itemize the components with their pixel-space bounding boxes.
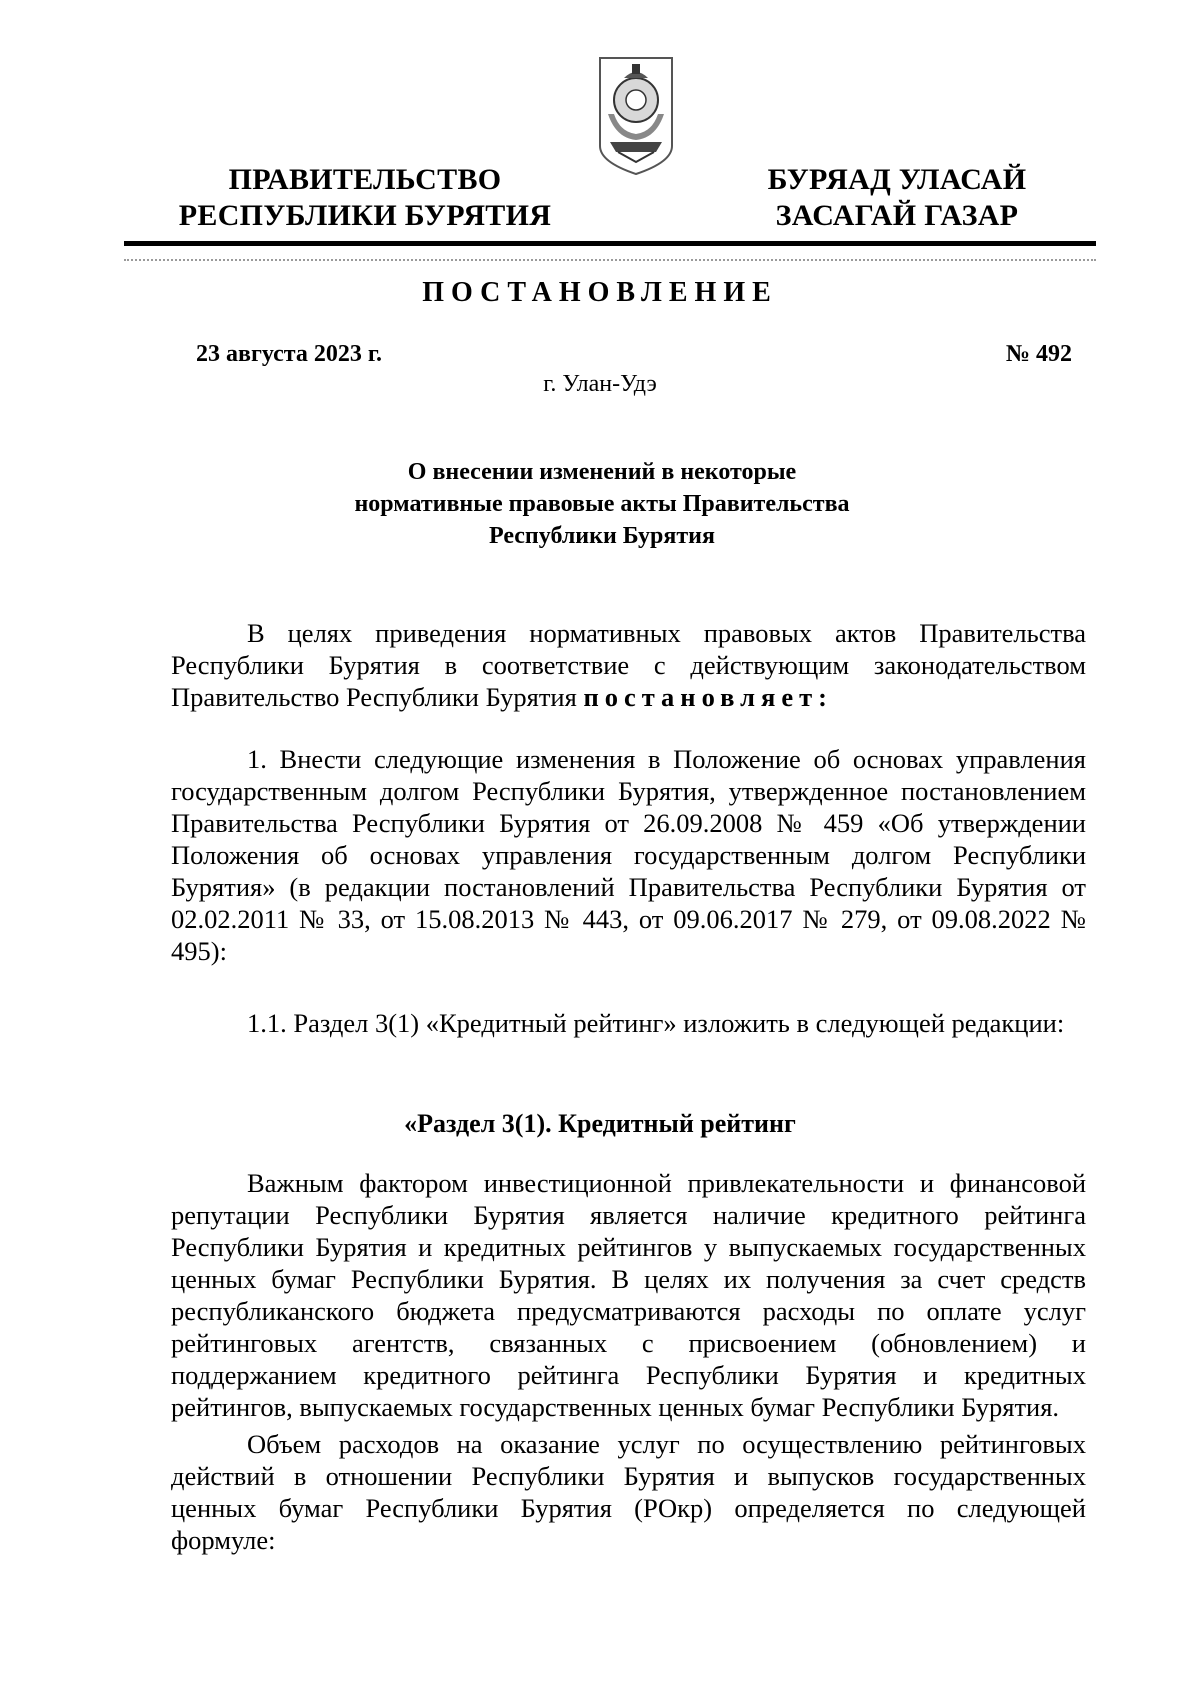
document-title xyxy=(200,456,1004,552)
section-heading: «Раздел 3(1). Кредитный рейтинг xyxy=(404,1109,796,1138)
document-city: г. Улан-Удэ xyxy=(543,371,657,397)
title-line2: нормативные правовые акты Правительства xyxy=(354,491,850,517)
document-type: ПОСТАНОВЛЕНИЕ xyxy=(422,277,778,308)
header-divider-thin xyxy=(124,259,1096,261)
government-name-russian xyxy=(155,162,575,234)
preamble-paragraph xyxy=(171,617,1086,713)
item-1-1-paragraph: 1.1. Раздел 3(1) «Кредитный рейтинг» изложить в следующей редакции: xyxy=(247,1008,1065,1038)
header-divider-thick xyxy=(124,241,1096,246)
header-right-line1: БУРЯАД УЛАСАЙ xyxy=(767,163,1027,196)
decree-keyword: постановляет: xyxy=(583,682,833,712)
header-right-line2: ЗАСАГАЙ ГАЗАР xyxy=(775,199,1019,232)
header-left-line2: РЕСПУБЛИКИ БУРЯТИЯ xyxy=(178,199,552,232)
section-paragraph-1: Важным фактором инвестиционной привлекательности и финансовой репутации Республики Бурятия является наличие кредитного рейтинга Республики Бурятия и кредитных рейтингов у выпускаемых государственных ценных бумаг Республики Бурятия. В целях их получения за счет средств республиканского бюджета предусматриваются расходы по оплате услуг рейтинговых агентств, связанных с присвоением (обновлением) и поддержанием кредитного рейтинга Республики Бурятия и кредитных рейтингов, выпускаемых государственных ценных бумаг Республики Бурятия. xyxy=(171,1168,1086,1422)
header-left-line1: ПРАВИТЕЛЬСТВО xyxy=(228,163,502,196)
preamble-text: В целях приведения нормативных правовых актов Правительства Республики Бурятия в соответствие с действующим законодательством Правительство Республики Бурятия xyxy=(171,618,1086,712)
section-paragraph-2: Объем расходов на оказание услуг по осуществлению рейтинговых действий в отношении Республики Бурятия и выпусков государственных ценных бумаг Республики Бурятия (РОкр) определяется по следующей формуле: xyxy=(171,1429,1086,1555)
title-line3: Республики Бурятия xyxy=(488,523,715,549)
document-number: № 492 xyxy=(1005,341,1072,367)
government-name-buryat xyxy=(737,162,1057,234)
coat-of-arms-icon xyxy=(594,54,678,178)
item-1-paragraph: 1. Внести следующие изменения в Положение об основах управления государственным долгом Республики Бурятия, утвержденное постановлением Правительства Республики Бурятия от 26.09.2008 № 459 «Об утверждении Положения об основах управления государственным долгом Республики Бурятия» (в редакции постановлений Правительства Республики Бурятия от 02.02.2011 № 33, от 15.08.2013 № 443, от 09.06.2017 № 279, от 09.08.2022 № 495): xyxy=(171,744,1086,966)
document-date: 23 августа 2023 г. xyxy=(196,341,383,367)
title-line1: О внесении изменений в некоторые xyxy=(407,459,797,485)
